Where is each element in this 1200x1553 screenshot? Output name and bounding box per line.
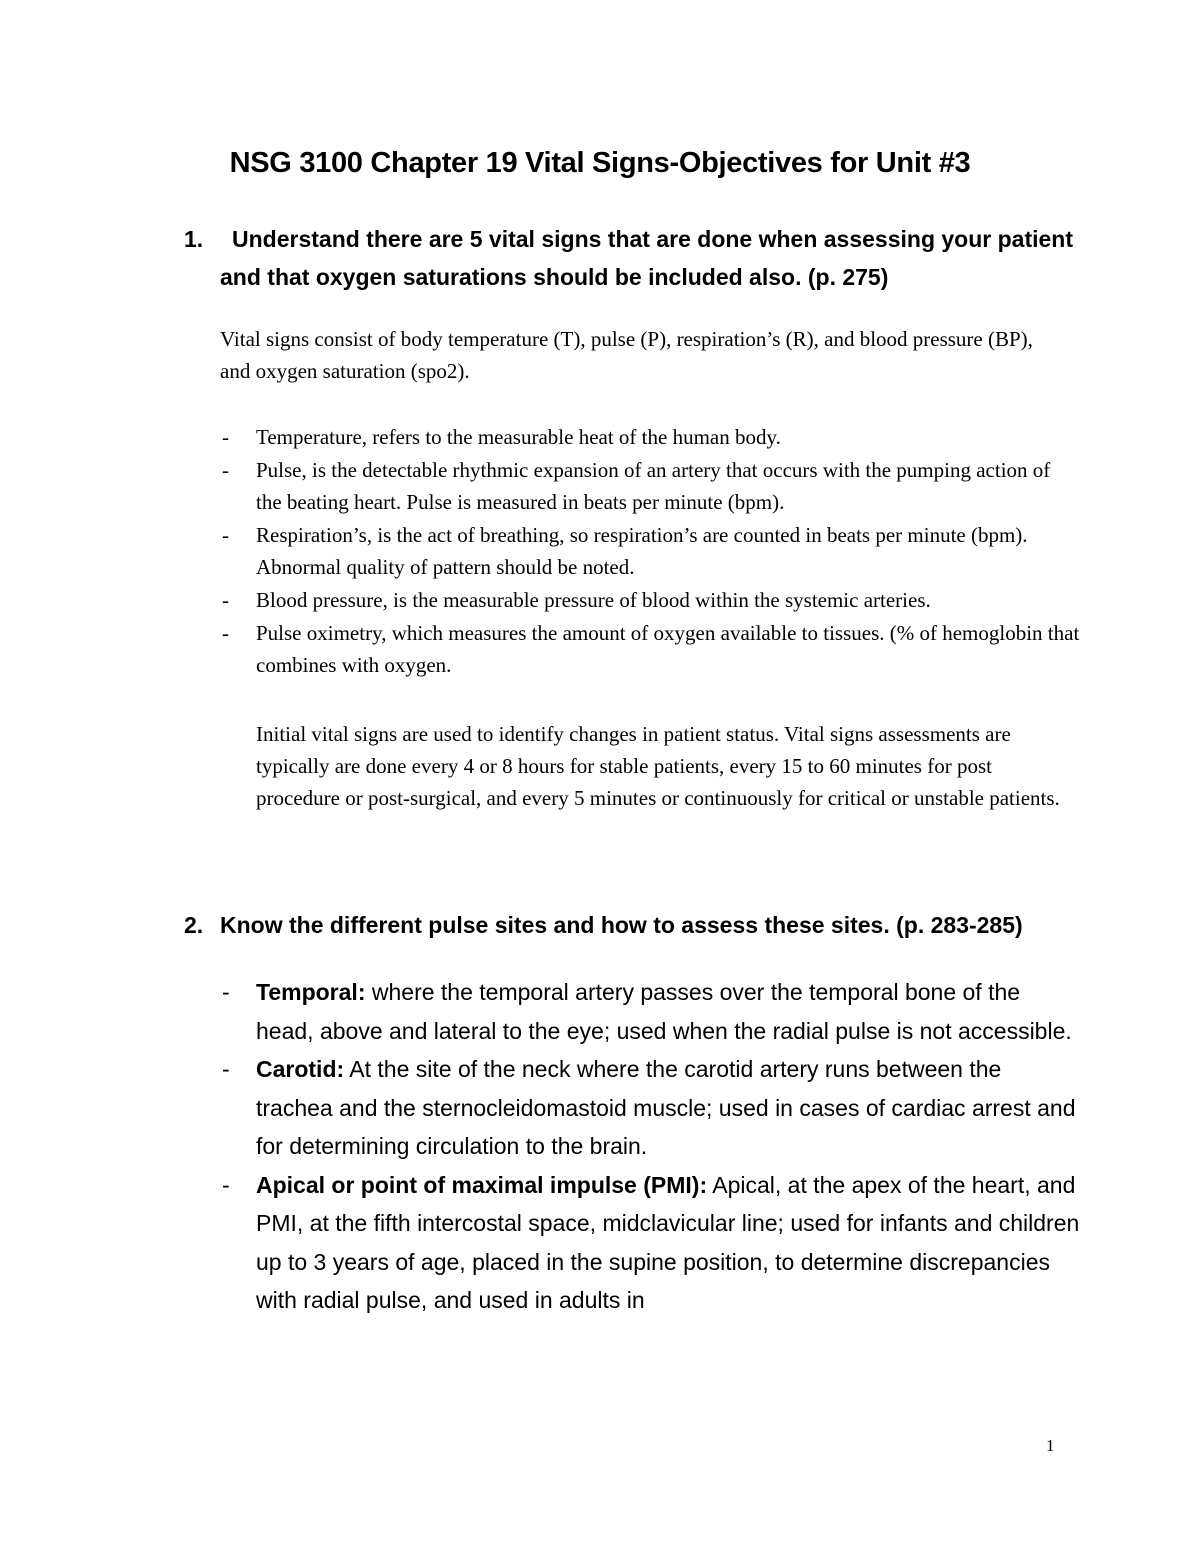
vital-signs-intro: Vital signs consist of body temperature (T), pulse (P), respiration’s (R), and blood pressure (BP), and oxygen saturation (spo2). <box>220 327 1033 383</box>
objective-1-heading <box>184 220 1084 296</box>
pulse-site-term: Carotid: <box>256 1056 345 1082</box>
dash-bullet: - <box>222 1056 230 1082</box>
dash-bullet: - <box>222 458 229 482</box>
pulse-site-term: Apical or point of maximal impulse (PMI): <box>256 1171 708 1198</box>
list-item <box>220 519 1080 583</box>
dash-bullet: - <box>222 425 229 449</box>
list-item-text: Temperature, refers to the measurable heat of the human body. <box>256 425 781 449</box>
list-item <box>220 617 1080 681</box>
vital-signs-frequency-note: Initial vital signs are used to identify changes in patient status. Vital signs assessments are typically are done every 4 or 8 hours for stable patients, every 15 to 60 minutes for post procedure or post-surgical, and every 5 minutes or continuously for critical or unstable patients. <box>256 722 1060 810</box>
dash-bullet: - <box>222 979 230 1005</box>
objective-2-heading <box>184 906 1084 944</box>
list-item <box>220 584 1080 616</box>
list-item <box>220 421 1080 453</box>
list-item <box>220 1166 1080 1320</box>
list-item <box>220 1050 1080 1166</box>
dash-bullet: - <box>222 621 229 645</box>
list-item-text: Respiration’s, is the act of breathing, so respiration’s are counted in beats per minute (bpm). Abnormal quality of pattern should be noted. <box>256 523 1028 579</box>
pulse-sites-list <box>220 973 1080 1320</box>
list-item-text: Pulse, is the detectable rhythmic expansion of an artery that occurs with the pumping action of the beating heart. Pulse is measured in beats per minute (bpm). <box>256 458 1051 514</box>
dash-bullet: - <box>222 523 229 547</box>
list-item <box>220 454 1080 518</box>
objective-1-text: Understand there are 5 vital signs that are done when assessing your patient and that oxygen saturations should be included also. (p. 275) <box>220 226 1074 290</box>
pulse-site-description: where the temporal artery passes over the temporal bone of the head, above and lateral to the eye; used when the radial pulse is not accessible. <box>256 979 1072 1044</box>
objective-2-number: 2. <box>184 912 204 938</box>
vital-signs-list <box>220 421 1080 682</box>
pulse-site-description: Apical, at the apex of the heart, and PMI, at the fifth intercostal space, midclavicular line; used for infants and children up to 3 years of age, placed in the supine position, to determine discrepancies with radial pulse, and used in adults in <box>256 1171 1080 1313</box>
dash-bullet: - <box>222 588 229 612</box>
list-item-text: Blood pressure, is the measurable pressure of blood within the systemic arteries. <box>256 588 931 612</box>
page-number: 1 <box>1046 1436 1055 1455</box>
document-title: NSG 3100 Chapter 19 Vital Signs-Objectives for Unit #3 <box>229 147 971 179</box>
list-item-text: Pulse oximetry, which measures the amount of oxygen available to tissues. (% of hemoglobin that combines with oxygen. <box>256 621 1080 677</box>
pulse-site-description: At the site of the neck where the carotid artery runs between the trachea and the sternocleidomastoid muscle; used in cases of cardiac arrest and for determining circulation to the brain. <box>256 1056 1076 1159</box>
pulse-site-term: Temporal: <box>256 979 366 1005</box>
objective-2-text: Know the different pulse sites and how to assess these sites. (p. 283-285) <box>220 912 1023 938</box>
dash-bullet: - <box>222 1171 230 1198</box>
objective-1-number: 1. <box>184 226 204 252</box>
list-item <box>220 973 1080 1050</box>
